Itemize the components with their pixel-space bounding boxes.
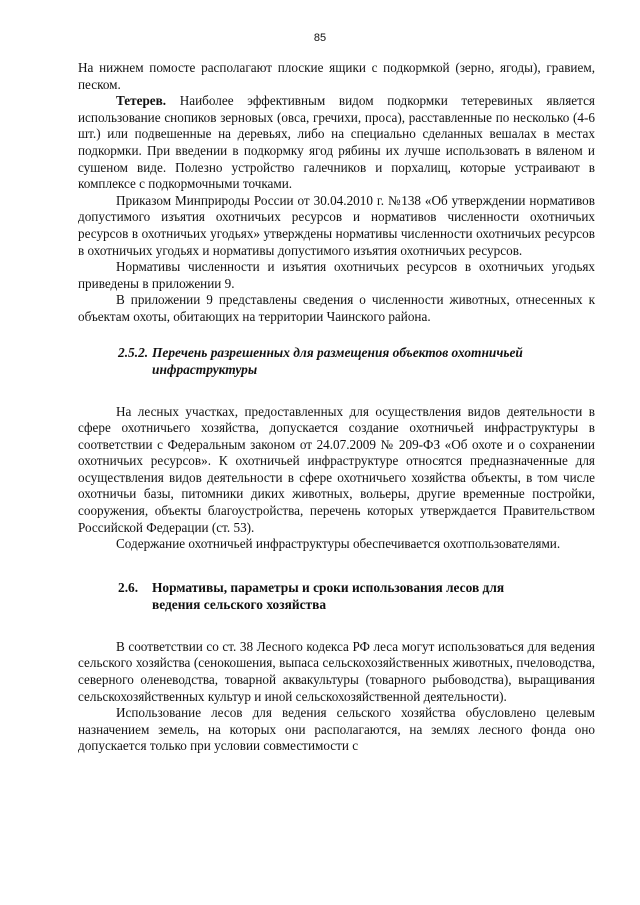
- paragraph-norms-appendix: Нормативы численности и изъятия охотничьих ресурсов в охотничьих угодьях приведены в приложении 9.: [78, 259, 595, 291]
- section-title-line2: ведения сельского хозяйства: [152, 596, 327, 612]
- section-number: 2.6.: [118, 579, 139, 595]
- section-heading-2-6: [78, 579, 595, 613]
- paragraph-lead-term: Тетерев.: [116, 93, 167, 109]
- paragraph-hunting-infrastructure: На лесных участках, предоставленных для осуществления видов деятельности в сфере охотничьего хозяйства, допускается создание охотничьей инфраструктуры в соответствии с Федеральным законом от 24.07.2009 № 209-ФЗ «Об охоте и о сохранении охотничьих ресурсов». К охотничьей инфраструктуре относятся предназначенные для осуществления видов деятельности в сфере охотничьего хозяйства объекты, в том числе охотничьи базы, питомники диких животных, вольеры, другие временные постройки, сооружения, объекты благоустройства, перечень которых утверждается Правительством Российской Федерации (ст. 53).: [78, 403, 595, 535]
- paragraph-infrastructure-maintenance: Содержание охотничьей инфраструктуры обеспечивается охотпользователями.: [116, 536, 561, 552]
- paragraph-forest-use: Использование лесов для ведения сельского хозяйства обусловлено целевым назначением земель, на которых они располагаются, на землях лесного фонда оно допускается только при условии совместимости с: [78, 705, 595, 754]
- page-number: 85: [313, 32, 327, 44]
- section-heading-2-5-2: [78, 344, 595, 378]
- section-number: 2.5.2.: [118, 344, 149, 360]
- section-title-line1: Нормативы, параметры и сроки использования лесов для: [152, 579, 505, 595]
- page-content: [78, 60, 595, 755]
- section-title-line2: инфраструктуры: [152, 361, 258, 377]
- paragraph-black-grouse: [78, 93, 595, 193]
- paragraph-forest-code: В соответствии со ст. 38 Лесного кодекса РФ леса могут использоваться для ведения сельского хозяйства (сенокошения, выпаса сельскохозяйственных животных, пчеловодства, северного оленеводства, товарной аквакультуры (товарного рыбоводства), выращивания сельскохозяйственных культур и иной сельскохозяйственной деятельности).: [78, 638, 595, 704]
- paragraph-feeder-boxes: На нижнем помосте располагают плоские ящики с подкормкой (зерно, ягоды), гравием, песком.: [78, 60, 595, 92]
- paragraph-ministry-order: Приказом Минприроды России от 30.04.2010 г. №138 «Об утверждении нормативов допустимого изъятия охотничьих ресурсов и нормативов численности охотничьих ресурсов в охотничьих угодьях» утверждены нормативы численности охотничьих ресурсов в охотничьих угодьях и нормативы допустимого изъятия охотничьих ресурсов.: [78, 192, 595, 258]
- paragraph-body: Наиболее эффективным видом подкормки тетеревиных является использование снопиков зерновых (овса, гречихи, проса), расставленные по несколько (4-6 шт.) или подвешенные на деревьях, либо на специально сделанных вешалах в местах подкормки. При введении в подкормку ягод рябины их лучше использовать в вяленом и сушеном виде. Полезно устройство галечников и порхалищ, которые устраивают в комплексе с подкормочными точками.: [78, 93, 595, 192]
- section-title-line1: Перечень разрешенных для размещения объектов охотничьей: [152, 344, 523, 360]
- paragraph-appendix-info: В приложении 9 представлены сведения о численности животных, отнесенных к объектам охоты, обитающих на территории Чаинского района.: [78, 292, 595, 324]
